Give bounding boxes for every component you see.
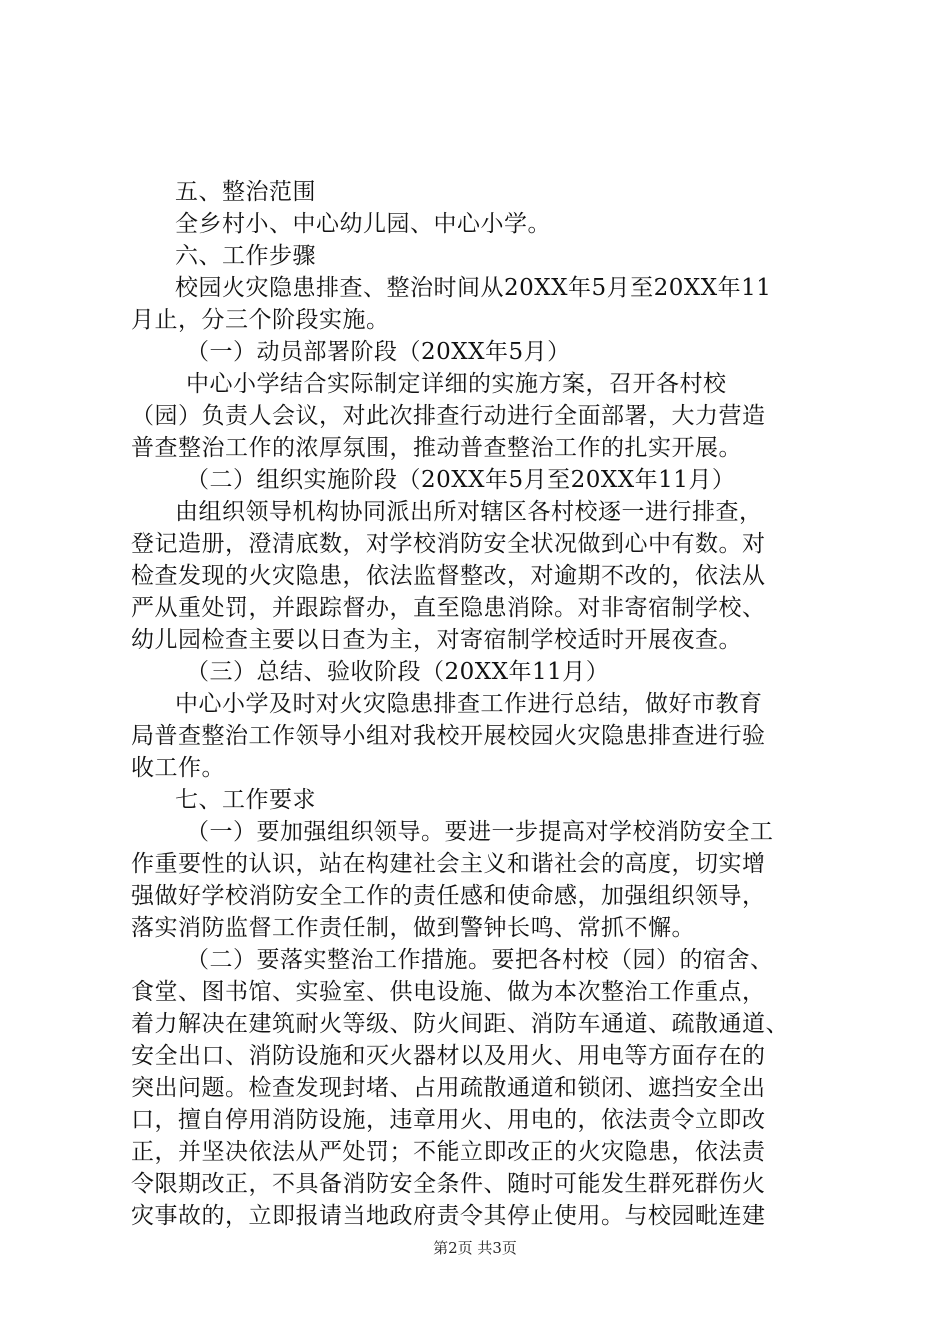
paragraph-line: 正，并坚决依法从严处罚；不能立即改正的火灾隐患，依法责: [131, 1139, 766, 1165]
paragraph-line: 严从重处罚，并跟踪督办，直至隐患消除。对非寄宿制学校、: [131, 595, 766, 621]
paragraph-line: 口，擅自停用消防设施，违章用火、用电的，依法责令立即改: [131, 1107, 766, 1133]
paragraph-line: （二）要落实整治工作措施。要把各村校（园）的宿舍、: [186, 947, 774, 973]
paragraph-line: 普查整治工作的浓厚氛围，推动普查整治工作的扎实开展。: [131, 435, 742, 461]
paragraph-line: 安全出口、消防设施和灭火器材以及用火、用电等方面存在的: [131, 1043, 766, 1069]
paragraph-line: 灾事故的，立即报请当地政府责令其停止使用。与校园毗连建: [131, 1203, 766, 1229]
paragraph-line: 作重要性的认识，站在构建社会主义和谐社会的高度，切实增: [131, 851, 766, 877]
paragraph-line: 中心小学结合实际制定详细的实施方案，召开各村校: [186, 371, 727, 397]
paragraph-line: 局普查整治工作领导小组对我校开展校园火灾隐患排查进行验: [131, 723, 766, 749]
page-number-footer: 第2页 共3页: [433, 1239, 517, 1257]
paragraph-line: 中心小学及时对火灾隐患排查工作进行总结，做好市教育: [175, 691, 763, 717]
paragraph-line: 全乡村小、中心幼儿园、中心小学。: [175, 211, 551, 237]
section-heading: 五、整治范围: [175, 179, 316, 205]
subsection-heading: （一）动员部署阶段（20XX年5月）: [186, 339, 571, 365]
paragraph-line: （一）要加强组织领导。要进一步提高对学校消防安全工: [186, 819, 774, 845]
paragraph-line: 检查发现的火灾隐患，依法监督整改，对逾期不改的，依法从: [131, 563, 766, 589]
section-heading: 六、工作步骤: [175, 243, 316, 269]
paragraph-line: 落实消防监督工作责任制，做到警钟长鸣、常抓不懈。: [131, 915, 695, 941]
paragraph-line: 月止，分三个阶段实施。: [131, 307, 390, 333]
paragraph-line: 强做好学校消防安全工作的责任感和使命感，加强组织领导，: [131, 883, 766, 909]
subsection-heading: （三）总结、验收阶段（20XX年11月）: [186, 659, 610, 685]
paragraph-line: 由组织领导机构协同派出所对辖区各村校逐一进行排查，: [175, 499, 763, 525]
section-heading: 七、工作要求: [175, 787, 316, 813]
paragraph-line: 食堂、图书馆、实验室、供电设施、做为本次整治工作重点，: [131, 979, 766, 1005]
paragraph-line: 突出问题。检查发现封堵、占用疏散通道和锁闭、遮挡安全出: [131, 1075, 766, 1101]
paragraph-line: 幼儿园检查主要以日查为主，对寄宿制学校适时开展夜查。: [131, 627, 742, 653]
paragraph-line: 着力解决在建筑耐火等级、防火间距、消防车通道、疏散通道、: [131, 1011, 789, 1037]
paragraph-line: 登记造册，澄清底数，对学校消防安全状况做到心中有数。对: [131, 531, 766, 557]
subsection-heading: （二）组织实施阶段（20XX年5月至20XX年11月）: [186, 467, 736, 493]
paragraph-line: （园）负责人会议，对此次排查行动进行全面部署，大力营造: [131, 403, 766, 429]
paragraph-line: 令限期改正，不具备消防安全条件、随时可能发生群死群伤火: [131, 1171, 766, 1197]
paragraph-line: 收工作。: [131, 755, 225, 781]
paragraph-line: 校园火灾隐患排查、整治时间从20XX年5月至20XX年11: [175, 275, 772, 301]
